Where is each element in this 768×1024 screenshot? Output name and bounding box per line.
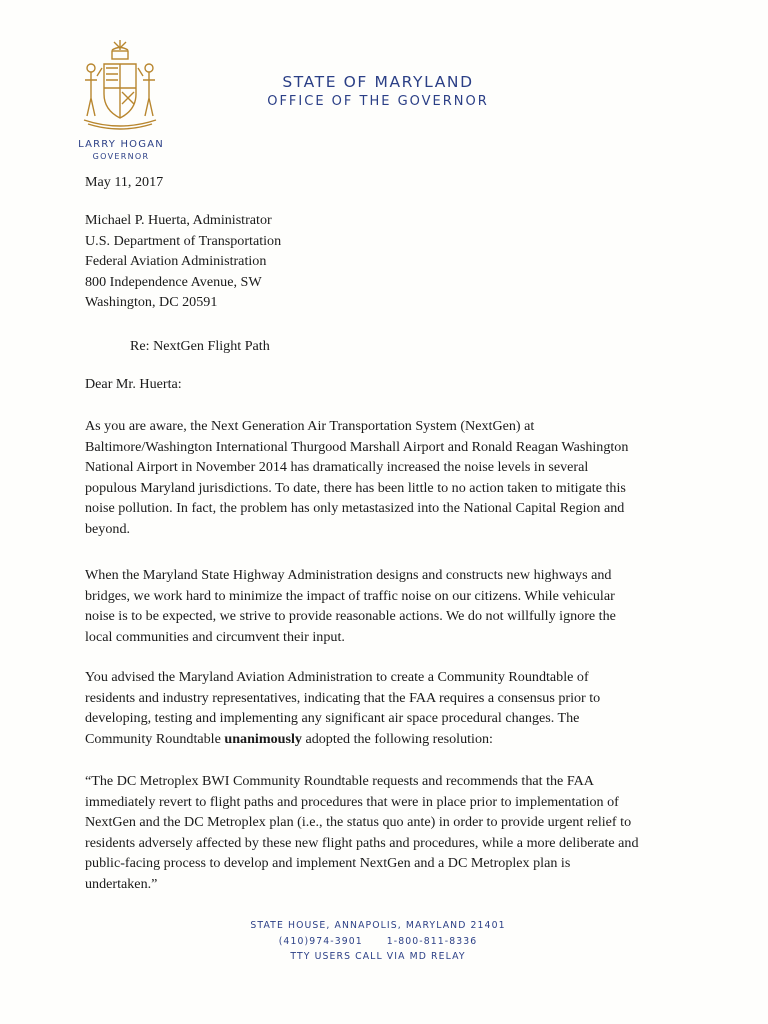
governor-block: [70, 138, 172, 162]
paragraph-line: local communities and circumvent their input.: [85, 628, 345, 645]
paragraph-2: [85, 565, 616, 647]
letterhead-footer: [228, 918, 528, 965]
subject-line: Re: NextGen Flight Path: [130, 338, 270, 354]
footer-phones: [228, 934, 528, 950]
paragraph-line: populous Maryland jurisdictions. To date, there has been little to no action taken to mitigate this: [85, 479, 626, 496]
paragraph-line: immediately revert to flight paths and procedures that were in place prior to implementation of: [85, 793, 619, 810]
paragraph-text: Community Roundtable: [85, 730, 225, 747]
governor-name: LARRY HOGAN: [78, 139, 164, 150]
letter-date: May 11, 2017: [85, 174, 164, 190]
paragraph-text: adopted the following resolution:: [301, 730, 493, 747]
footer-phone: (410)974-3901: [278, 935, 363, 947]
paragraph-line: bridges, we work hard to minimize the impact of traffic noise on our citizens. While vehicular: [85, 587, 615, 604]
footer-tollfree: 1-800-811-8336: [386, 935, 478, 947]
paragraph-line: public-facing process to develop and implement NextGen and a DC Metroplex plan is: [85, 855, 571, 872]
paragraph-line: When the Maryland State Highway Administration designs and constructs new highways and: [85, 567, 612, 583]
paragraph-line: developing, testing and implementing any significant air space procedural changes. The: [85, 710, 580, 727]
paragraph-line: residents adversely affected by these new flight paths and procedures, while a more deliberate and: [85, 834, 639, 851]
paragraph-line: As you are aware, the Next Generation Air Transportation System (NextGen) at: [85, 418, 535, 434]
paragraph-line: beyond.: [85, 520, 131, 537]
paragraph-line: “The DC Metroplex BWI Community Roundtable requests and recommends that the FAA: [85, 773, 594, 789]
address-line: Michael P. Huerta, Administrator: [85, 212, 272, 228]
maryland-seal-icon: [76, 38, 164, 134]
paragraph-3: [85, 667, 600, 749]
recipient-address: [85, 210, 281, 313]
address-line: Washington, DC 20591: [85, 294, 218, 311]
paragraph-line: Baltimore/Washington International Thurgood Marshall Airport and Ronald Reagan Washington: [85, 438, 629, 455]
state-name: STATE OF MARYLAND: [282, 73, 474, 91]
paragraph-line: noise is to be expected, we strive to provide reasonable actions. We do not willfully ignore the: [85, 608, 616, 625]
paragraph-1: [85, 416, 628, 540]
footer-address: STATE HOUSE, ANNAPOLIS, MARYLAND 21401: [250, 920, 506, 931]
letterhead-title: [248, 72, 508, 111]
paragraph-line: noise pollution. In fact, the problem has only metastasized into the National Capital Region and: [85, 500, 625, 517]
address-line: U.S. Department of Transportation: [85, 232, 282, 249]
paragraph-line: You advised the Maryland Aviation Administration to create a Community Roundtable of: [85, 669, 589, 685]
paragraph-line: NextGen and the DC Metroplex plan (i.e., the status quo ante) in order to provide urgent relief to: [85, 814, 632, 831]
address-line: Federal Aviation Administration: [85, 253, 267, 270]
emphasis-text: unanimously: [224, 730, 302, 747]
paragraph-line: National Airport in November 2014 has dramatically increased the noise levels in several: [85, 459, 589, 476]
office-name: OFFICE OF THE GOVERNOR: [267, 94, 489, 109]
resolution-quote: [85, 771, 639, 895]
paragraph-line: undertaken.”: [85, 875, 158, 892]
governor-title: GOVERNOR: [92, 152, 150, 161]
salutation: Dear Mr. Huerta:: [85, 376, 182, 392]
address-line: 800 Independence Avenue, SW: [85, 273, 262, 290]
paragraph-line: [85, 729, 600, 750]
paragraph-line: residents and industry representatives, indicating that the FAA requires a consensus prior to: [85, 689, 601, 706]
footer-tty: TTY USERS CALL VIA MD RELAY: [290, 951, 466, 962]
